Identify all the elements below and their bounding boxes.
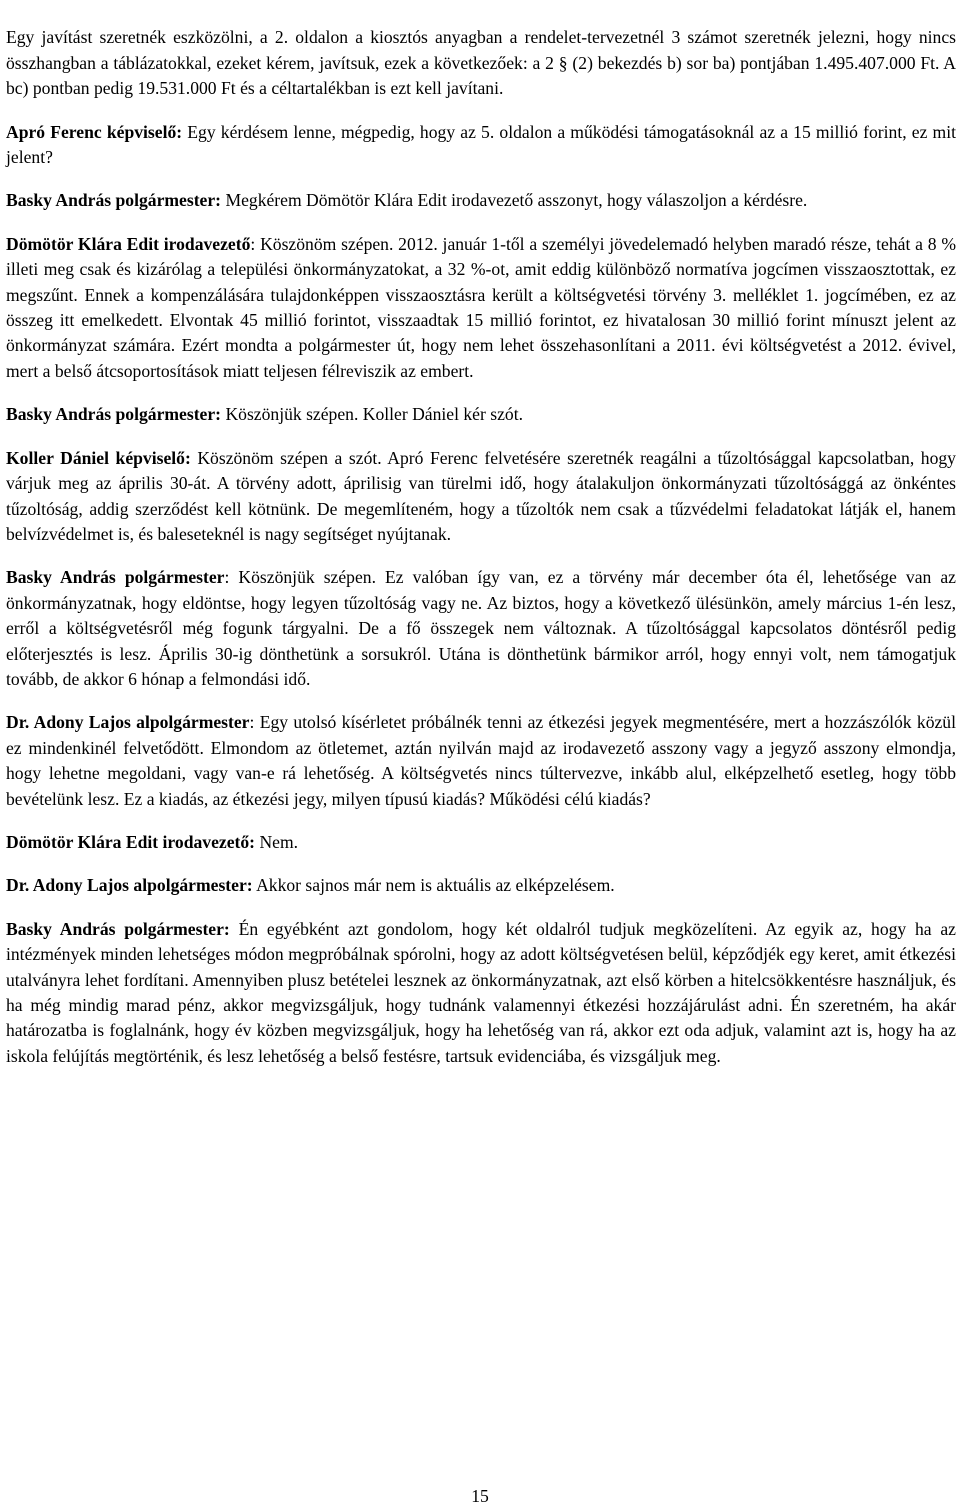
paragraph-text: : Köszönjük szépen. Ez valóban így van, ez a törvény már december óta él, lehetősége van az önkormányzatnak, hogy eldöntse, hogy legyen tűzoltóság vagy ne. Az biztos, hogy a következő ülésünkön, amely március 1-én lesz, erről a költségvetésről még fogunk tárgyalni. De a fő összegek nem változnak. A tűzoltósággal kapcsolatos döntésről pedig előterjesztés is lesz. Április 30-ig dönthetünk a sorsukról. Utána is dönthetünk bármikor arról, hogy ennyi volt, nem támogatjuk tovább, de akkor 6 hónap a felmondási idő. [6, 567, 956, 689]
paragraph-text: : Egy utolsó kísérletet próbálnék tenni az étkezési jegyek megmentésére, mert a hozzászólók közül ez mindenkinél felvetődött. Elmondom az ötletemet, aztán nyilván majd az irodavezető asszony vagy a jegyző asszony elmondja, hogy lehetne megoldani, vagy van-e rá lehetőség. A költségvetés nincs túltervezve, inkább alul, elképzelhető esetleg, hogy több bevételünk lesz. Ez a kiadás, az étkezési jegy, milyen típusú kiadás? Működési célú kiadás? [6, 712, 956, 809]
speaker-label: Dr. Adony Lajos alpolgármester [6, 712, 250, 733]
paragraph-domotor-1 [6, 232, 956, 384]
document-page [6, 0, 956, 1087]
paragraph-apro-question [6, 120, 956, 171]
speaker-label: Basky András polgármester: [6, 404, 222, 425]
paragraph-adony-1 [6, 710, 956, 812]
paragraph-basky-3 [6, 565, 956, 692]
speaker-label: Basky András polgármester [6, 567, 225, 588]
speaker-label: Koller Dániel képviselő: [6, 447, 191, 468]
paragraph-text: Akkor sajnos már nem is aktuális az elképzelésem. [252, 875, 615, 896]
speaker-label: Dömötör Klára Edit irodavezető [6, 233, 251, 254]
paragraph-basky-1 [6, 188, 956, 213]
paragraph-text: : Köszönöm szépen. 2012. január 1-től a személyi jövedelemadó helyben maradó része, tehát a 8 % illeti meg csak és kizárólag a települési önkormányzatokat, a 32 %-ot, amit eddig különböző normatíva jogcímen visszaosztottak, ez megszűnt. Ennek a kompenzálására tulajdonképpen visszaosztásra került a költségvetési törvény 3. melléklet 1. jogcímében, ez az összeg itt emelkedett. Elvontak 45 millió forintot, visszaadtak 15 millió forintot, ez hivatalosan 30 millió forint mínuszt jelent az önkormányzat számára. Ezért mondta a polgármester út, hogy nem lehet összehasonlítani a 2011. évi költségvetést a 2012. évivel, mert a belső átcsoportosítások miatt teljesen félreviszik az embert. [6, 233, 956, 381]
paragraph-text: Én egyébként azt gondolom, hogy két oldalról tudjuk megközelíteni. Az egyik az, hogy ha az intézmények minden lehetséges módon megpróbálnak spórolni, hogy az adott költségvetésen belül, képződjék egy keret, amit étkezési utalványra lehet fordítani. Amennyiben plusz betételei lesznek az önkormányzatnak, azt első körben a hitelcsökkentésre használjuk, és ha még mindig marad pénz, akkor megvizsgáljuk, hogy tudnánk valamennyi étkezési hozzájárulást adni. Én szeretném, ha akár határozatba is foglalnánk, hogy év közben megvizsgáljuk, hogy ha lehetőség van rá, akkor ezt oda adjuk, valamint azt is, hogy ha az iskola felújítás megtörténik, és lesz lehetőség a belső festésre, tartsuk evidenciába, és vizsgáljuk meg. [6, 918, 956, 1066]
paragraph-text: Megkérem Dömötör Klára Edit irodavezető asszonyt, hogy válaszoljon a kérdésre. [221, 190, 808, 211]
paragraph-adony-2 [6, 873, 956, 898]
paragraph-koller [6, 446, 956, 548]
paragraph-text: Egy kérdésem lenne, mégpedig, hogy az 5. oldalon a működési támogatásoknál az a 15 millió forint, ez mit jelent? [6, 121, 956, 168]
speaker-label: Basky András polgármester: [6, 190, 222, 211]
paragraph-basky-4 [6, 917, 956, 1069]
speaker-label: Basky András polgármester: [6, 918, 230, 939]
paragraph-text: Köszönöm szépen a szót. Apró Ferenc felvetésére szeretnék reagálni a tűzoltósággal kapcsolatban, hogy várjuk meg az április 30-át. A törvény adott, áprilisig van türelmi idő, hogy átalakuljon önkormányzati tűzoltósággá az önkéntes tűzoltóság, addig szerződést kell kötnünk. De megemlíteném, hogy a tűzoltók nem csak a tűzvédelmi feladatokat látják el, hanem belvízvédelmet is, és baleseteknél is nagy segítséget nyújtanak. [6, 447, 956, 544]
speaker-label: Dömötör Klára Edit irodavezető: [6, 831, 256, 852]
speaker-label: Apró Ferenc képviselő: [6, 121, 183, 142]
paragraph-text: Nem. [255, 831, 299, 852]
paragraph-correction [6, 0, 956, 102]
paragraph-domotor-2 [6, 830, 956, 855]
speaker-label: Dr. Adony Lajos alpolgármester: [6, 875, 253, 896]
paragraph-text: Köszönjük szépen. Koller Dániel kér szót. [221, 404, 523, 425]
page-number: 15 [471, 1486, 489, 1506]
paragraph-text: Egy javítást szeretnék eszközölni, a 2. oldalon a kiosztós anyagban a rendelet-tervezetnél 3 számot szeretnék jelezni, hogy nincs összhangban a táblázatokkal, ezeket kérem, javítsuk, ezek a következőek: a 2 § (2) bekezdés b) sor ba) pontjában 1.495.407.000 Ft. A bc) pontban pedig 19.531.000 Ft és a céltartalékban is ezt kell javítani. [6, 27, 956, 99]
paragraph-basky-2 [6, 402, 956, 427]
